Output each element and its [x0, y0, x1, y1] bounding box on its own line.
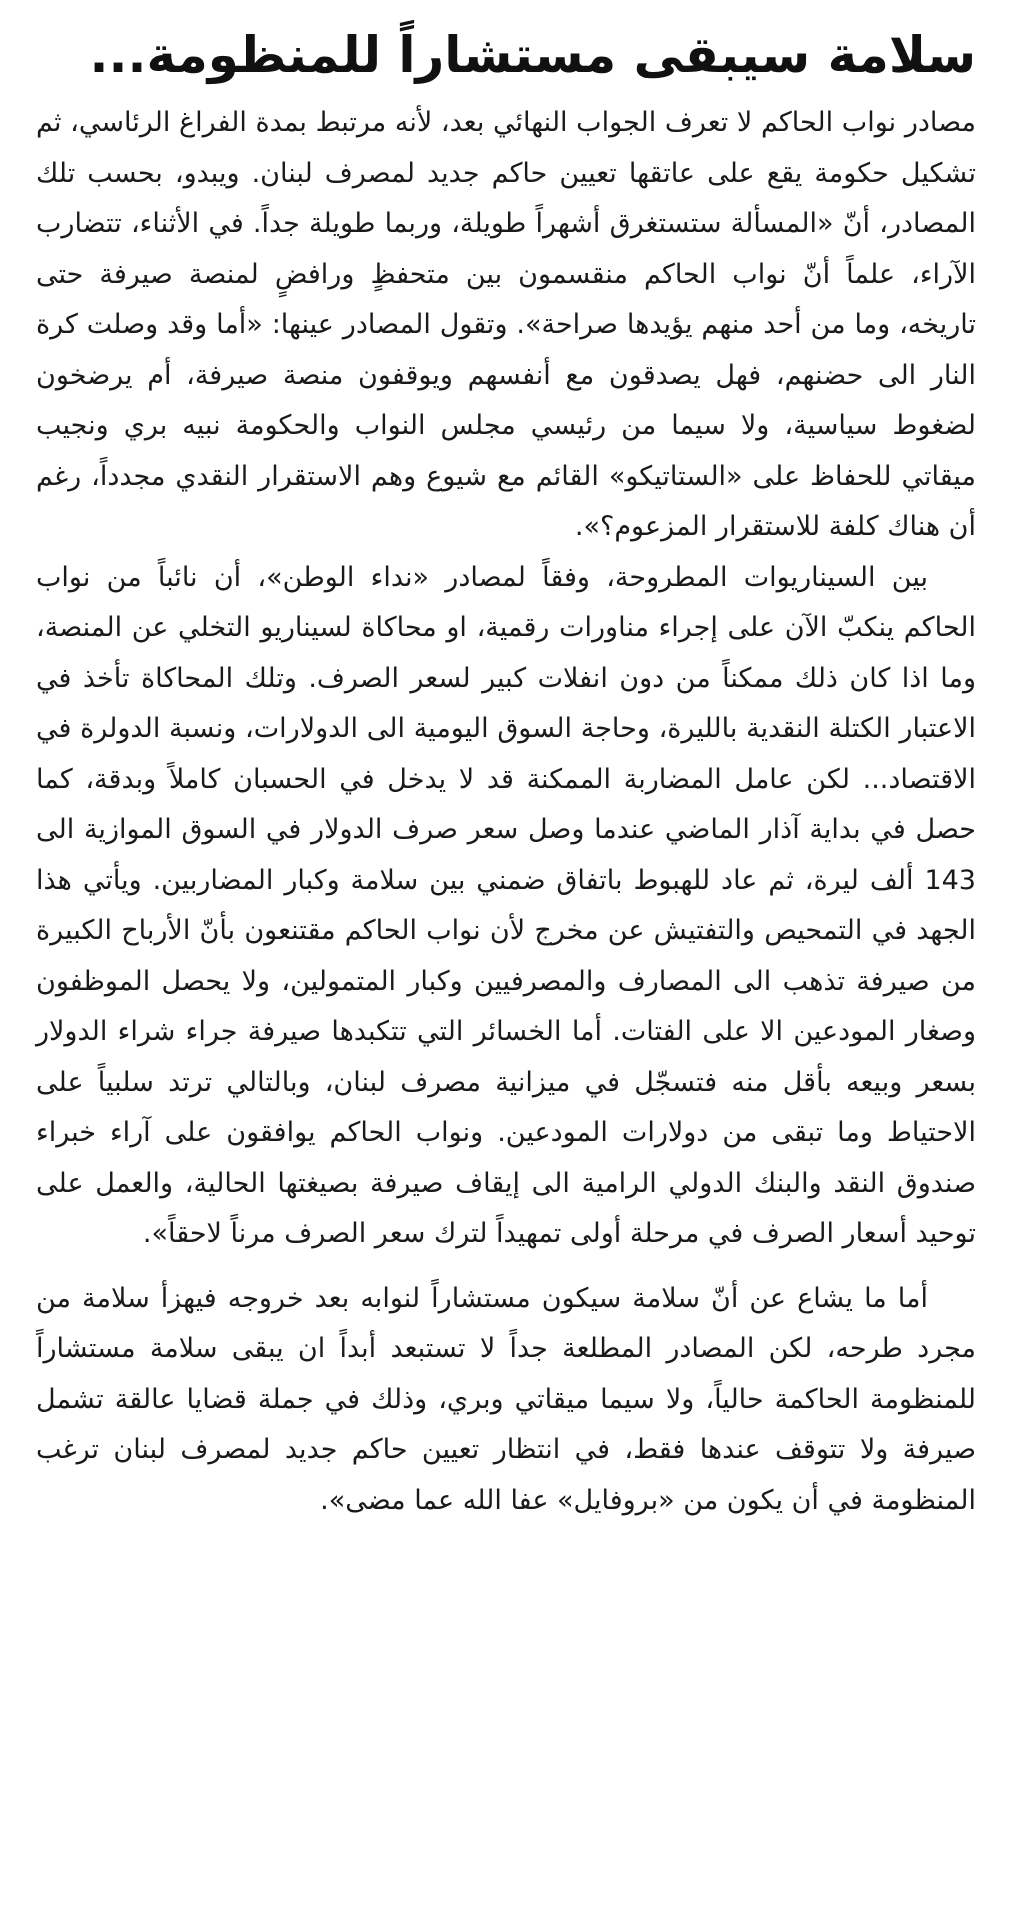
article-paragraph-2: بين السيناريوات المطروحة، وفقاً لمصادر «نداء الوطن»، أن نائباً من نواب الحاكم ينكبّ الآن على إجراء مناورات رقمية، او محاكاة لسيناريو التخلي عن المنصة، وما اذا كان ذلك ممكناً من دون انفلات كبير لسعر الصرف. وتلك المحاكاة تأخذ في الاعتبار الكتلة النقدية بالليرة، وحاجة السوق اليومية الى الدولارات، ونسبة الدولرة في الاقتصاد... لكن عامل المضاربة الممكنة قد لا يدخل في الحسبان كاملاً وبدقة، كما حصل في بداية آذار الماضي عندما وصل سعر صرف الدولار في السوق الموازية الى 143 ألف ليرة، ثم عاد للهبوط باتفاق ضمني بين سلامة وكبار المضاربين. ويأتي هذا الجهد في التمحيص والتفتيش عن مخرج لأن نواب الحاكم مقتنعون بأنّ الأرباح الكبيرة من صيرفة تذهب الى المصارف والمصرفيين وكبار المتمولين، ولا يحصل الموظفون وصغار المودعين الا على الفتات. أما الخسائر التي تتكبدها صيرفة جراء شراء الدولار بسعر وبيعه بأقل منه فتسجّل في ميزانية مصرف لبنان، وبالتالي ترتد سلبياً على الاحتياط وما تبقى من دولارات المودعين. ونواب الحاكم يوافقون على آراء خبراء صندوق النقد والبنك الدولي الرامية الى إيقاف صيرفة بصيغتها الحالية، والعمل على توحيد أسعار الصرف في مرحلة أولى تمهيداً لترك سعر الصرف مرناً لاحقاً».: [36, 561, 976, 1249]
paragraph-spacer: [36, 1260, 976, 1274]
article-headline: سلامة سيبقى مستشاراً للمنظومة...: [89, 26, 976, 84]
article-paragraph-1: مصادر نواب الحاكم لا تعرف الجواب النهائي بعد، لأنه مرتبط بمدة الفراغ الرئاسي، ثم تشكيل حكومة يقع على عاتقها تعيين حاكم جديد لمصرف لبنان. ويبدو، بحسب تلك المصادر، أنّ «المسألة ستستغرق أشهراً طويلة، وربما طويلة جداً. في الأثناء، تتضارب الآراء، علماً أنّ نواب الحاكم منقسمون بين متحفظٍ ورافضٍ لمنصة صيرفة حتى تاريخه، وما من أحد منهم يؤيدها صراحة». وتقول المصادر عينها: «أما وقد وصلت كرة النار الى حضنهم، فهل يصدقون مع أنفسهم ويوقفون منصة صيرفة، أم يرضخون لضغوط سياسية، ولا سيما من رئيسي مجلس النواب والحكومة نبيه بري ونجيب ميقاتي للحفاظ على «الستاتيكو» القائم مع شيوع وهم الاستقرار النقدي مجدداً، رغم أن هناك كلفة للاستقرار المزعوم؟».: [36, 107, 976, 542]
article-paragraph-3: أما ما يشاع عن أنّ سلامة سيكون مستشاراً لنوابه بعد خروجه فيهزأ سلامة من مجرد طرحه، لكن المصادر المطلعة جداً لا تستبعد أبداً ان يبقى سلامة مستشاراً للمنظومة الحاكمة حالياً، ولا سيما ميقاتي وبري، وذلك في جملة قضايا عالقة تشمل صيرفة ولا تتوقف عندها فقط، في انتظار تعيين حاكم جديد لمصرف لبنان ترغب المنظومة في أن يكون من «بروفايل» عفا الله عما مضى».: [36, 1282, 976, 1516]
news-article: [36, 20, 976, 1890]
